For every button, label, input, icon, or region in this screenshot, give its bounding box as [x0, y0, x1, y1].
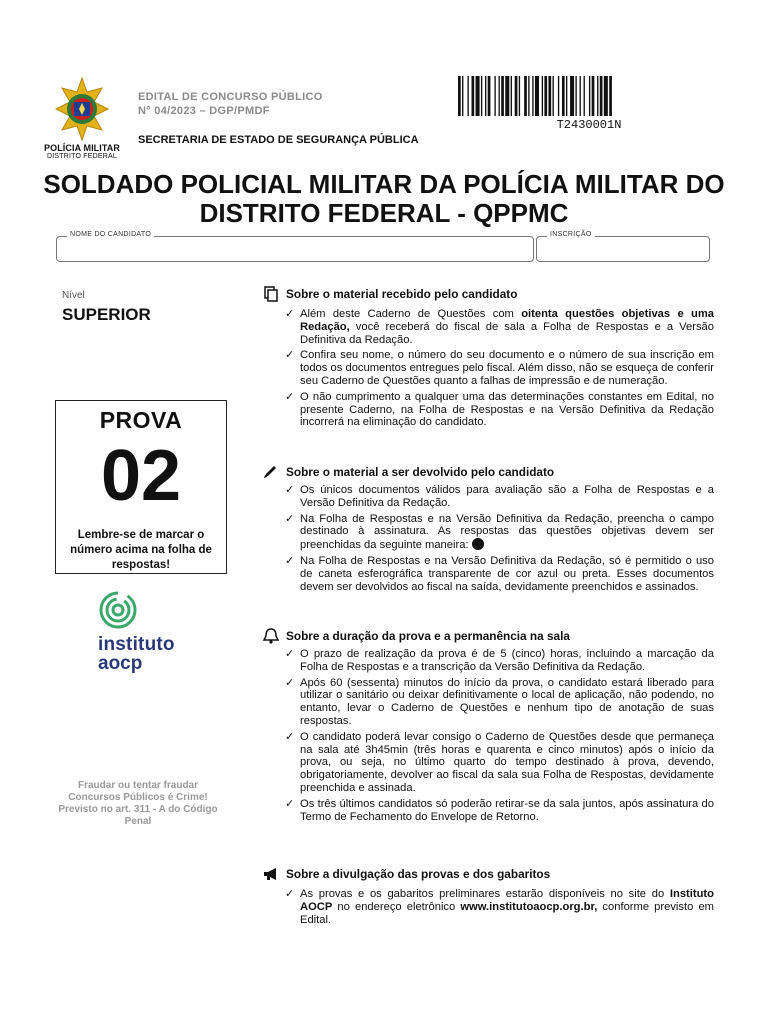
nivel-label: Nível	[62, 290, 85, 301]
bell-icon	[262, 628, 280, 644]
check-icon: ✓	[285, 512, 295, 525]
list-item	[262, 677, 714, 728]
section-heading-text: Sobre a duração da prova e a permanência na sala	[286, 629, 570, 643]
list-item	[262, 484, 714, 510]
item-text: O prazo de realização da prova é de 5 (cinco) horas, incluindo a marcação da Folha de Respostas e a transcrição da Versão Definitiva da Redação.	[300, 648, 714, 673]
list-item	[262, 731, 714, 795]
nivel-value: SUPERIOR	[62, 305, 151, 324]
item-text: As provas e os gabaritos preliminares estarão disponíveis no site do	[300, 888, 670, 900]
list-item	[262, 798, 714, 824]
section-heading-text: Sobre o material recebido pelo candidato	[286, 287, 518, 301]
item-text: Os três últimos candidatos só poderão retirar-se da sala juntos, após assinatura do Termo de Fechamento do Envelope de Retorno.	[300, 797, 714, 823]
item-text-bold: oitenta questões objetivas e uma Redação,	[300, 308, 714, 333]
section-material-recebido	[262, 286, 714, 429]
pmdf-logo-subtitle: DISTRITO FEDERAL	[47, 153, 117, 160]
section-heading-text: Sobre o material a ser devolvido pelo candidato	[286, 465, 555, 479]
prova-box	[55, 400, 227, 574]
secretaria-name: SECRETARIA DE ESTADO DE SEGURANÇA PÚBLICA	[138, 134, 419, 146]
aocp-name-line-1: instituto	[98, 634, 175, 655]
website-link[interactable]: www.institutoaocp.org.br,	[460, 900, 598, 913]
filled-bubble-icon	[472, 538, 484, 550]
list-item	[262, 513, 714, 552]
section-heading-text: Sobre a divulgação das provas e dos gabaritos	[286, 867, 551, 881]
check-icon: ✓	[285, 390, 295, 403]
aocp-spiral-icon	[98, 590, 138, 630]
list-item	[262, 349, 714, 387]
item-text: conforme previsto em Edital.	[300, 900, 714, 926]
candidate-name-label: NOME DO CANDIDATO	[67, 231, 154, 238]
prova-label: PROVA	[99, 407, 183, 433]
item-text: Na Folha de Respostas e na Versão Definitiva da Redação, preencha o campo destinado à assinatura. As respostas das questões objetivas devem ser preenchidas da seguinte maneira:	[300, 512, 714, 552]
section-heading	[262, 286, 714, 302]
pmdf-logo-name: POLÍCIA MILITAR	[44, 143, 120, 153]
title-line-1: SOLDADO POLICIAL MILITAR DA POLÍCIA MILITAR DO	[43, 169, 725, 199]
instituto-aocp-logo	[98, 590, 198, 674]
page-title	[40, 170, 728, 228]
check-icon: ✓	[285, 888, 295, 900]
check-icon: ✓	[285, 797, 295, 810]
candidate-name-field[interactable]	[56, 231, 534, 262]
title-line-2: DISTRITO FEDERAL - QPPMC	[199, 198, 569, 228]
check-icon: ✓	[285, 308, 295, 320]
check-icon: ✓	[285, 349, 295, 362]
list-item	[262, 391, 714, 429]
section-heading	[262, 628, 714, 644]
check-icon: ✓	[285, 730, 295, 743]
document-copy-icon	[262, 286, 280, 302]
prova-reminder: Lembre-se de marcar o número acima na folha de respostas!	[70, 529, 212, 571]
barcode-code: T2430001N	[556, 118, 622, 132]
check-icon: ✓	[285, 676, 295, 689]
inscricao-label: INSCRIÇÃO	[547, 231, 595, 238]
item-text: você receberá do fiscal de sala a Folha de Respostas e a Versão Definitiva da Redação.	[300, 320, 714, 346]
check-icon: ✓	[285, 554, 295, 567]
section-material-devolvido	[262, 464, 714, 593]
item-text: O não cumprimento a qualquer uma das determinações constantes em Edital, no presente Caderno, na Folha de Respostas e na Versão Definitiva da Redação incorrerá na eliminação do candidato.	[300, 390, 714, 429]
edital-info	[138, 90, 323, 118]
item-text: Após 60 (sessenta) minutos do início da prova, o candidato estará liberado para utilizar o sanitário ou deixar definitivamente o local de aplicação, não podendo, no entanto, levar o Caderno de Questões e nenhum tipo de anotação de suas respostas.	[300, 676, 714, 727]
section-heading	[262, 866, 714, 882]
aocp-name-line-2: aocp	[98, 653, 143, 674]
pmdf-logo	[38, 76, 126, 168]
pencil-icon	[262, 464, 280, 480]
list-item	[262, 888, 714, 926]
check-icon: ✓	[285, 484, 295, 496]
edital-number: N° 04/2023 – DGP/PMDF	[138, 105, 270, 117]
item-text: Além deste Caderno de Questões com	[300, 308, 522, 320]
barcode-icon	[458, 76, 720, 120]
megaphone-icon	[262, 866, 280, 882]
section-duracao-prova	[262, 628, 714, 823]
prova-number: 02	[100, 436, 182, 516]
section-divulgacao	[262, 866, 714, 926]
inscricao-field[interactable]	[536, 231, 710, 262]
check-icon: ✓	[285, 648, 295, 660]
crime-warning: Fraudar ou tentar fraudar Concursos Públicos é Crime! Previsto no art. 311 - A do Código Penal	[58, 780, 218, 827]
item-text: O candidato poderá levar consigo o Caderno de Questões desde que permaneça na sala até 3h45min (três horas e quarenta e cinco minutos) após o início da prova, ou seja, no último quarto do tempo destinado à prova, devendo, obrigatoriamente, devolver ao fiscal da sala sua Folha de Respostas, devidamente preenchida e assinada.	[300, 730, 714, 794]
item-text: no endereço eletrônico	[332, 900, 461, 913]
item-text: Os únicos documentos válidos para avaliação são a Folha de Respostas e a Versão Definitiva da Redação.	[300, 484, 714, 509]
item-text-bold: Instituto AOCP	[300, 888, 714, 913]
item-text: Confira seu nome, o número do seu documento e o número de sua inscrição em todos os documentos entregues pelo fiscal. Além disso, não se esqueça de conferir seu Caderno de Questões quanto a falhas de impressão e de numeração.	[300, 349, 714, 387]
edital-title: EDITAL DE CONCURSO PÚBLICO	[138, 91, 323, 103]
list-item	[262, 648, 714, 674]
section-heading	[262, 464, 714, 480]
pmdf-emblem-icon	[54, 76, 110, 142]
list-item	[262, 308, 714, 346]
item-text: Na Folha de Respostas e na Versão Definitiva da Redação, só é permitido o uso de caneta esferográfica transparente de cor azul ou preta. Esses documentos devem ser devolvidos ao fiscal na saída, devidamente preenchidos e assinados.	[300, 554, 714, 593]
list-item	[262, 555, 714, 593]
